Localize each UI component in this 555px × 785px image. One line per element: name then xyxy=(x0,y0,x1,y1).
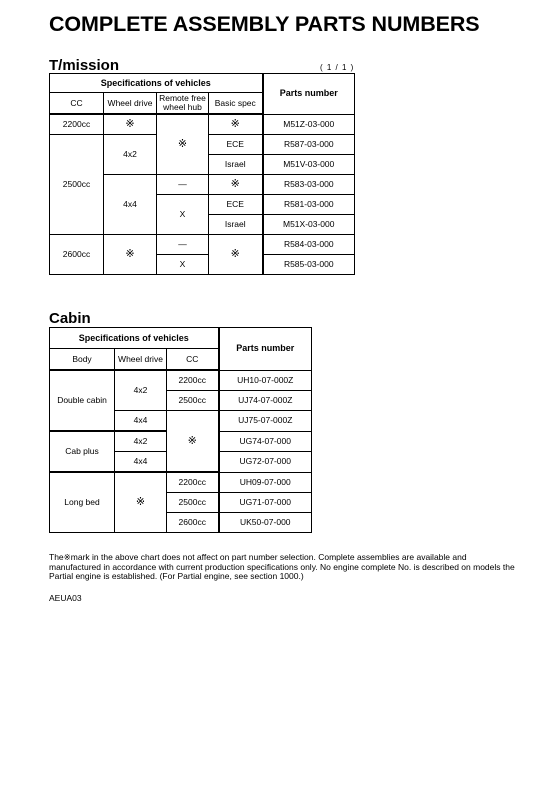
page-title: COMPLETE ASSEMBLY PARTS NUMBERS xyxy=(49,12,480,36)
tm-mark-cell: ※ xyxy=(104,114,157,135)
cabin-parts-table xyxy=(49,327,312,533)
tm-header-specs: Specifications of vehicles xyxy=(50,74,263,93)
cab-wheel-drive-cell: 4x4 xyxy=(115,452,167,473)
tm-remote-hub-cell: — xyxy=(157,235,209,255)
footnote: The※mark in the above chart does not affect on part number selection. Complete assemblies are available and manufactured in accordance with current production specifications only. No engine complete No. is described on models the Partial engine is established. (For Partial engine, see section 1000.) xyxy=(49,552,515,581)
tm-basic-spec-cell: Israel xyxy=(209,155,263,175)
cab-header-wheel-drive: Wheel drive xyxy=(115,349,167,371)
tm-remote-hub-cell: — xyxy=(157,175,209,195)
cab-part-number: UJ75-07-000Z xyxy=(219,411,312,432)
cab-wheel-drive-cell: 4x2 xyxy=(115,431,167,452)
tm-part-number: M51X-03-000 xyxy=(263,215,355,235)
cab-wheel-drive-cell: 4x4 xyxy=(115,411,167,432)
tm-part-number: R585-03-000 xyxy=(263,255,355,275)
tm-part-number: M51Z-03-000 xyxy=(263,114,355,135)
tm-basic-spec-cell: ECE xyxy=(209,135,263,155)
tm-mark-cell: ※ xyxy=(157,114,209,175)
cab-mark-cell: ※ xyxy=(115,472,167,533)
tm-header-basic-spec: Basic spec xyxy=(209,93,263,115)
tm-header-wheel-drive: Wheel drive xyxy=(104,93,157,115)
tm-cc-cell: 2500cc xyxy=(50,135,104,235)
cab-header-specs: Specifications of vehicles xyxy=(50,328,219,349)
tm-header-remote-hub: Remote free wheel hub xyxy=(157,93,209,115)
tm-remote-hub-cell: X xyxy=(157,195,209,235)
cab-part-number: UK50-07-000 xyxy=(219,513,312,533)
tm-part-number: R584-03-000 xyxy=(263,235,355,255)
tm-cc-cell: 2200cc xyxy=(50,114,104,135)
tm-part-number: R581-03-000 xyxy=(263,195,355,215)
page-indicator: ( 1 / 1 ) xyxy=(320,63,355,72)
cab-cc-cell: 2200cc xyxy=(167,472,219,493)
cab-header-cc: CC xyxy=(167,349,219,371)
tm-cc-cell: 2600cc xyxy=(50,235,104,275)
cab-part-number: UG72-07-000 xyxy=(219,452,312,473)
cab-part-number: UH10-07-000Z xyxy=(219,370,312,391)
cab-part-number: UG71-07-000 xyxy=(219,493,312,513)
tm-mark-cell: ※ xyxy=(209,114,263,135)
cab-header-body: Body xyxy=(50,349,115,371)
cab-part-number: UJ74-07-000Z xyxy=(219,391,312,411)
cab-cc-cell: 2200cc xyxy=(167,370,219,391)
tm-part-number: M51V-03-000 xyxy=(263,155,355,175)
cab-part-number: UH09-07-000 xyxy=(219,472,312,493)
cabin-section-title: Cabin xyxy=(49,310,91,327)
tm-mark-cell: ※ xyxy=(209,235,263,275)
tm-part-number: R583-03-000 xyxy=(263,175,355,195)
transmission-parts-table xyxy=(49,73,355,275)
cab-body-cell: Double cabin xyxy=(50,370,115,431)
tm-mark-cell: ※ xyxy=(104,235,157,275)
cab-part-number: UG74-07-000 xyxy=(219,431,312,452)
cab-mark-cell: ※ xyxy=(167,411,219,473)
cab-header-parts-number: Parts number xyxy=(219,328,312,371)
tm-wheel-drive-cell: 4x2 xyxy=(104,135,157,175)
tm-basic-spec-cell: ECE xyxy=(209,195,263,215)
document-code: AEUA03 xyxy=(49,593,82,603)
transmission-section-title: T/mission xyxy=(49,57,120,74)
tm-header-parts-number: Parts number xyxy=(263,74,355,115)
tm-basic-spec-cell: Israel xyxy=(209,215,263,235)
cab-wheel-drive-cell: 4x2 xyxy=(115,370,167,411)
tm-remote-hub-cell: X xyxy=(157,255,209,275)
tm-part-number: R587-03-000 xyxy=(263,135,355,155)
tm-wheel-drive-cell: 4x4 xyxy=(104,175,157,235)
cab-body-cell: Cab plus xyxy=(50,431,115,472)
tm-mark-cell: ※ xyxy=(209,175,263,195)
cab-cc-cell: 2500cc xyxy=(167,493,219,513)
cab-cc-cell: 2600cc xyxy=(167,513,219,533)
tm-header-cc: CC xyxy=(50,93,104,115)
cab-body-cell: Long bed xyxy=(50,472,115,533)
cab-cc-cell: 2500cc xyxy=(167,391,219,411)
